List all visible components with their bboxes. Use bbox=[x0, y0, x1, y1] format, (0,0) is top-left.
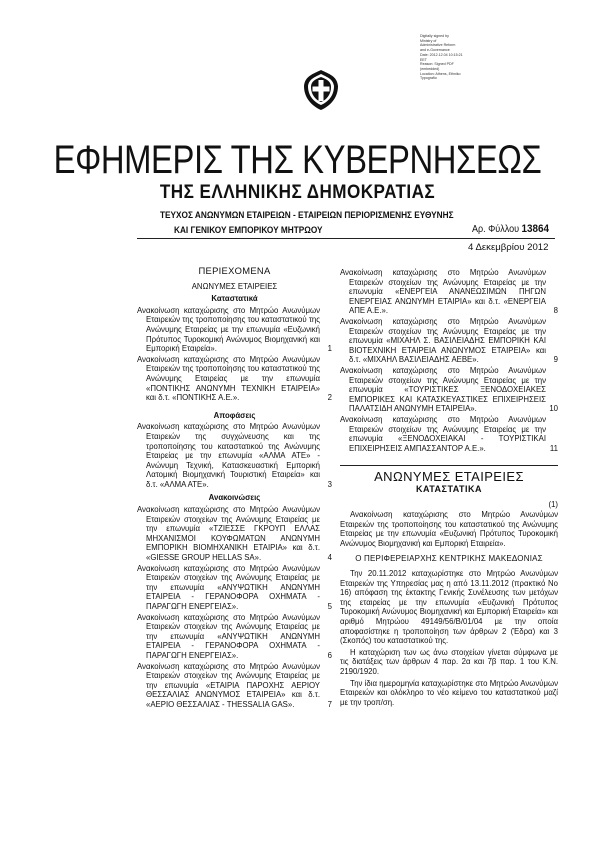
toc-entry-page: 8 bbox=[553, 306, 558, 316]
toc-entry-text: Ανακοίνωση καταχώρισης στο Μητρώο Ανωνύμων Εταιρειών στοιχείων της Ανώνυμης Εταιρείας με την επωνυμία «ΤΟΥΡΙΣΤΙΚΕΣ ΞΕΝΟΔΟΧΕΙΑΚΕΣ ΕΜΠΟΡΙΚΕΣ ΚΑΙ ΚΑΤΑΣΚΕΥΑΣΤΙΚΕΣ ΕΠΙΧΕΙΡΗΣΕΙΣ ΠΑΛΑΤΣΙΔΗ ΑΝΩΝΥΜΗ ΕΤΑΙΡΕΙΑ». bbox=[340, 365, 546, 414]
toc-entry-page: 11 bbox=[549, 443, 558, 453]
toc-entry[interactable] bbox=[137, 355, 332, 403]
item-number: (1) bbox=[548, 500, 558, 510]
issue-type-line-2: ΚΑΙ ΓΕΝΙΚΟΥ ΕΜΠΟΡΙΚΟΥ ΜΗΤΡΩΟΥ bbox=[174, 224, 323, 235]
sheet-number bbox=[472, 223, 549, 235]
stamp-line: Typografio bbox=[420, 76, 437, 81]
toc-category-statutes: Καταστατικά bbox=[211, 294, 258, 304]
issue-type-line-1: ΤΕΥΧΟΣ ΑΝΩΝΥΜΩΝ ΕΤΑΙΡΕΙΩΝ - ΕΤΑΙΡΕΙΩΝ ΠΕΡΙΟΡΙΣΜΕΝΗΣ ΕΥΘΥΝΗΣ bbox=[160, 209, 454, 220]
toc-entry[interactable] bbox=[137, 422, 332, 489]
stamp-line: Ministry of bbox=[420, 38, 437, 43]
toc-entry-text: Ανακοίνωση καταχώρισης στο Μητρώο Ανωνύμων Εταιρειών στοιχείων της Ανώνυμης Εταιρείας με την επωνυμία «ΕΤΑΙΡΙΑ ΠΑΡΟΧΗΣ ΑΕΡΙΟΥ ΘΕΣΣΑΛΙΑΣ ΑΝΩΝΥΜΟΣ ΕΤΑΙΡΕΙΑ» και δ.τ. «ΑΕΡΙΟ ΘΕΣΣΑΛΙΑΣ - THESSALIA GAS». bbox=[137, 661, 320, 709]
toc-entry[interactable] bbox=[137, 306, 332, 354]
announcement-intro: Ανακοίνωση καταχώρισης στο Μητρώο Ανωνύμων Εταιρειών της τροποποίησης του καταστατικού της Ανώνυμης Εταιρείας με την επωνυμία «Ευζωνική Πρότυπος Τυροκομική Ανώνυμος Βιομηχανική και Εμπορική Εταιρεία». bbox=[340, 510, 558, 548]
toc-category-notices: Ανακοινώσεις bbox=[208, 493, 261, 503]
stamp-line: Location: Athens, Ethniko bbox=[420, 71, 461, 76]
toc-entry[interactable] bbox=[137, 662, 332, 710]
toc-entry-text: Ανακοίνωση καταχώρισης στο Μητρώο Ανωνύμων Εταιρειών της τροποποίησης του καταστατικού της Ανώνυμης Εταιρείας με την επωνυμία «ΠΟΝΤΙΚΗΣ ΑΝΩΝΥΜΗ ΤΕΧΝΙΚΗ ΕΤΑΙΡΕΙΑ» και δ.τ. «ΠΟΝΤΙΚΗΣ Α.Ε.». bbox=[137, 354, 320, 403]
toc-notices-list-continued bbox=[340, 268, 558, 453]
toc-entry-text: Ανακοίνωση καταχώρισης στο Μητρώο Ανωνύμων Εταιρειών στοιχείων της Ανώνυμης Εταιρείας με την επωνυμία «ΑΝΥΨΩΤΙΚΗ ΑΝΩΝΥΜΗ ΕΤΑΙΡΕΙΑ - ΓΕΡΑΝΟΦΟΡΑ ΟΧΗΜΑΤΑ - ΠΑΡΑΓΩΓΗ ΕΝΕΡΓΕΙΑΣ». bbox=[137, 612, 320, 660]
toc-decisions-list bbox=[137, 422, 332, 489]
toc-entry[interactable] bbox=[340, 366, 558, 414]
toc-left-column bbox=[137, 266, 332, 711]
toc-entry-page: 3 bbox=[327, 479, 332, 489]
toc-subheading: ΑΝΩΝΥΜΕΣ ΕΤΑΙΡΕΙΕΣ bbox=[191, 281, 278, 291]
stamp-line: Reason: Signed PDF bbox=[420, 62, 454, 67]
stamp-line: EET bbox=[420, 57, 427, 62]
toc-entry[interactable] bbox=[340, 268, 558, 316]
digital-signature-stamp bbox=[420, 34, 490, 81]
toc-entry-text: Ανακοίνωση καταχώρισης στο Μητρώο Ανωνύμων Εταιρειών στοιχείων της Ανώνυμης Εταιρείας με την επωνυμία «ΞΕΝΟΔΟΧΕΙΑΚΑΙ - ΤΟΥΡΙΣΤΙΚΑΙ ΕΠΙΧΕΙΡΗΣΕΙΣ ΑΜΠΑΣΣΑΝΤΟΡ Α.Ε.». bbox=[340, 414, 546, 453]
toc-entry-text: Ανακοίνωση καταχώρισης στο Μητρώο Ανωνύμων Εταιρειών στοιχείων της Ανώνυμης Εταιρείας με την επωνυμία «ΑΝΥΨΩΤΙΚΗ ΑΝΩΝΥΜΗ ΕΤΑΙΡΕΙΑ - ΓΕΡΑΝΟΦΟΡΑ ΟΧΗΜΑΤΑ - ΠΑΡΑΓΩΓΗ ΕΝΕΡΓΕΙΑΣ». bbox=[137, 563, 320, 611]
toc-entry-page: 6 bbox=[327, 650, 332, 660]
toc-entry-page: 4 bbox=[327, 553, 332, 563]
toc-entry-page: 5 bbox=[327, 602, 332, 611]
body-paragraph: Την 20.11.2012 καταχωρίστηκε στο Μητρώο Ανωνύμων Εταιρειών της Υπηρεσίας μας η από 13.11.2012 (πρακτικό Νο 16) απόφαση της έκτακτης Γενικής Συνέλευσης των μετόχων της εταιρείας με την επωνυμία «Ευζωνική Πρότυπος Τυροκομική Ανώνυμος Βιομηχανική και Εμπορική Εταιρεία» και αριθμό Μητρώου 49149/56/Β/01/04 με την οποία αποφασίστηκε η τροποποίηση των άρθρων 2 (Έδρα) και 3 (Σκοπός) του καταστατικού της. bbox=[340, 569, 558, 646]
right-column bbox=[340, 268, 558, 709]
greek-coat-of-arms-icon bbox=[299, 68, 343, 112]
toc-entry[interactable] bbox=[137, 564, 332, 612]
section-title: ΑΝΩΝΥΜΕΣ ΕΤΑΙΡΕΙΕΣ bbox=[340, 465, 558, 482]
toc-category-decisions: Αποφάσεις bbox=[213, 410, 256, 420]
toc-entry-text: Ανακοίνωση καταχώρισης στο Μητρώο Ανωνύμων Εταιρειών της τροποποίησης του καταστατικού της Ανώνυμης Εταιρείας με την επωνυμία «Ευζωνική Πρότυπος Τυροκομική Ανώνυμος Βιομηχανική και Εμπορική Εταιρεία». bbox=[137, 305, 320, 354]
stamp-line: Date: 2012.12.04 10:15:21 bbox=[420, 52, 463, 57]
toc-entry[interactable] bbox=[137, 505, 332, 563]
gazette-subtitle: ΤΗΣ ΕΛΛΗΝΙΚΗΣ ΔΗΜΟΚΡΑΤΙΑΣ bbox=[159, 182, 436, 203]
section-subtitle: ΚΑΤΑΣΤΑΤΙΚΑ bbox=[415, 483, 483, 494]
header-divider bbox=[137, 238, 555, 239]
toc-entry-page: 2 bbox=[327, 393, 332, 403]
toc-entry-page: 10 bbox=[549, 404, 558, 414]
toc-entry-text: Ανακοίνωση καταχώρισης στο Μητρώο Ανωνύμων Εταιρειών στοιχείων της Ανώνυμης Εταιρείας με την επωνυμία «ΤΖΙΕΣΣΕ ΓΚΡΟΥΠ ΕΛΛΑΣ ΜΗΧΑΝΙΣΜΟΙ ΚΟΥΦΩΜΑΤΩΝ ΑΝΩΝΥΜΗ ΕΜΠΟΡΙΚΗ ΒΙΟΜΗΧΑΝΙΚΗ ΕΤΑΙΡΙΑ» και δ.τ. «GIESSE GROUP HELLAS SA». bbox=[137, 505, 320, 563]
body-paragraph: Την ίδια ημερομηνία καταχωρίστηκε στο Μητρώο Ανωνύμων Εταιρειών και ολόκληρο το νέο κείμενο του καταστατικού μαζί με την τροπ/ση. bbox=[340, 678, 558, 707]
toc-heading: ΠΕΡΙΕΧΟΜΕΝΑ bbox=[198, 265, 271, 276]
toc-entry-text: Ανακοίνωση καταχώρισης στο Μητρώο Ανωνύμων Εταιρειών στοιχείων της Ανώνυμης Εταιρείας με την επωνυμία «ΕΝΕΡΓΕΙΑ ΑΝΑΝΕΩΣΙΜΩΝ ΠΗΓΩΝ ΕΝΕΡΓΕΙΑΣ ΑΝΩΝΥΜΗ ΕΤΑΙΡΙΑ» και δ.τ. «ΕΝΕΡΓΕΙΑ ΑΠΕ Α.Ε.». bbox=[340, 268, 546, 316]
toc-entry-page: 1 bbox=[327, 344, 332, 354]
stamp-line: Digitally signed by bbox=[420, 34, 449, 38]
gazette-title: ΕΦΗΜΕΡΙΣ ΤΗΣ ΚΥΒΕΡΝΗΣΕΩΣ bbox=[53, 138, 542, 182]
toc-entry[interactable] bbox=[340, 415, 558, 453]
issue-date: 4 Δεκεμβρίου 2012 bbox=[468, 242, 549, 253]
toc-entry-page: 7 bbox=[327, 699, 332, 709]
sheet-number-value: 13864 bbox=[521, 223, 550, 235]
stamp-line: (embedded) bbox=[420, 66, 440, 71]
sheet-label: Αρ. Φύλλου bbox=[472, 224, 520, 235]
toc-statutes-list bbox=[137, 306, 332, 403]
stamp-line: and e-Governance bbox=[420, 48, 450, 53]
toc-entry-text: Ανακοίνωση καταχώρισης στο Μητρώο Ανωνύμων Εταιρειών της συγχώνευσης και της τροποποίησης του καταστατικού της Ανώνυμης Εταιρείας με την επωνυμία «ΑΛΜΑ ΑΤΕ» - Ανώνυμη Τεχνική, Κατασκευαστική Εμπορική Λατομική Βιομηχανική Τουριστική Εταιρεία» και δ.τ. «ΑΛΜΑ ΑΤΕ». bbox=[137, 422, 320, 489]
stamp-line: Administrative Reform bbox=[420, 43, 456, 48]
toc-entry[interactable] bbox=[340, 317, 558, 365]
toc-entry-page: 9 bbox=[553, 355, 558, 365]
body-paragraph: Η καταχώριση των ως άνω στοιχείων γίνεται σύμφωνα με τις διατάξεις των άρθρων 4 παρ. 2α και 7β παρ. 1 του Κ.Ν. 2190/1920. bbox=[340, 647, 558, 676]
toc-notices-list bbox=[137, 505, 332, 709]
toc-entry-text: Ανακοίνωση καταχώρισης στο Μητρώο Ανωνύμων Εταιρειών στοιχείων της Ανώνυμης Εταιρείας με την επωνυμία «ΜΙΧΑΗΛ Σ. ΒΑΣΙΛΕΙΑΔΗΣ ΕΜΠΟΡΙΚΗ ΚΑΙ ΒΙΟΤΕΧΝΙΚΗ ΕΤΑΙΡΕΙΑ ΑΝΩΝΥΜΟΣ ΕΤΑΙΡΕΙΑ» και δ.τ. «ΜΙΧΑΗΛ ΒΑΣΙΛΕΙΑΔΗΣ ΑΕΒΕ». bbox=[340, 316, 546, 365]
toc-entry[interactable] bbox=[137, 613, 332, 661]
issuing-official: Ο ΠΕΡΙΦΕΡΕΙΑΡΧΗΣ ΚΕΝΤΡΙΚΗΣ ΜΑΚΕΔΟΝΙΑΣ bbox=[355, 554, 543, 564]
